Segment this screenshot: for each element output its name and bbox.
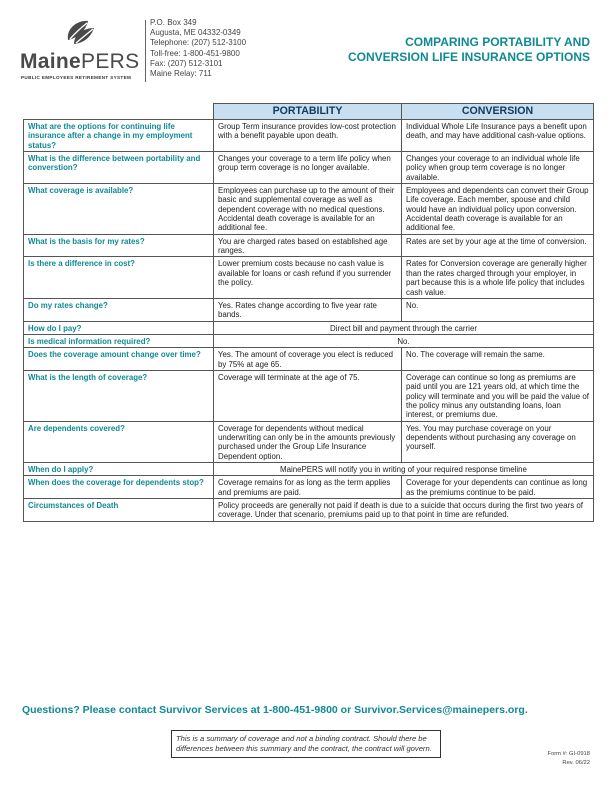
conversion-cell: Coverage can continue so long as premiums are paid until you are 121 years old, at which time the policy will terminate and you will be paid the value of the policy minus any outstanding loans, loan interest, or premiums due. (402, 370, 594, 421)
shared-answer-cell: No. (214, 334, 594, 347)
conversion-cell: Yes. You may purchase coverage on your dependents without purchasing any coverage on yourself. (402, 421, 594, 462)
table-row (24, 348, 594, 371)
title-line: COMPARING PORTABILITY AND (405, 35, 590, 49)
logo-wordmark: MainePERS (20, 50, 140, 73)
table-row (24, 257, 594, 298)
portability-cell: Changes your coverage to a term life policy when group term coverage is no longer available. (214, 152, 402, 184)
question-cell: What is the difference between portability and converstion? (24, 152, 214, 184)
mainepers-logo (20, 18, 142, 84)
table-row (24, 370, 594, 421)
portability-cell: Coverage remains for as long as the term applies and premiums are paid. (214, 476, 402, 499)
table-row (24, 152, 594, 184)
table-row (24, 421, 594, 462)
table-row (24, 184, 594, 235)
page-title (348, 35, 590, 65)
table-header-row (24, 104, 594, 120)
question-cell: Does the coverage amount change over time? (24, 348, 214, 371)
conversion-cell: Individual Whole Life Insurance pays a benefit upon death, and may have additional cash-value options. (402, 120, 594, 152)
shared-answer-cell: Policy proceeds are generally not paid if death is due to a suicide that occurs during the first two years of coverage. Under that scenario, premiums paid up to that point in time are refunded. (214, 499, 594, 522)
table-row (24, 476, 594, 499)
shared-answer-cell: MainePERS will notify you in writing of your required response timeline (214, 463, 594, 476)
logo-tagline: PUBLIC EMPLOYEES RETIREMENT SYSTEM (21, 75, 132, 80)
question-cell: Are dependents covered? (24, 421, 214, 462)
question-cell: What are the options for continuing life insurance after a change in my employment status? (24, 120, 214, 152)
question-cell: How do I pay? (24, 321, 214, 334)
header-conversion: CONVERSION (402, 104, 594, 120)
comparison-table (23, 103, 594, 522)
conversion-cell: No. The coverage will remain the same. (402, 348, 594, 371)
portability-cell: Group Term insurance provides low-cost protection with a benefit payable upon death. (214, 120, 402, 152)
conversion-cell: Employees and dependents can convert their Group Life coverage. Each member, spouse and child would have an individual policy upon conversion. Accidental death coverage is available for an additional fee. (402, 184, 594, 235)
header-corner (24, 104, 214, 120)
revision-date: Rev. 06/22 (562, 760, 590, 766)
form-number-block (547, 750, 590, 768)
table-row (24, 334, 594, 347)
header-divider (145, 20, 146, 82)
question-cell: Is medical information required? (24, 334, 214, 347)
question-cell: Do my rates change? (24, 298, 214, 321)
question-cell: What coverage is available? (24, 184, 214, 235)
conversion-cell: Rates are set by your age at the time of conversion. (402, 234, 594, 257)
contact-line: Toll-free: 1-800-451-9800 (150, 48, 240, 58)
question-cell: What is the length of coverage? (24, 370, 214, 421)
page-header (0, 0, 612, 96)
table-row (24, 120, 594, 152)
conversion-cell: Rates for Conversion coverage are generally higher than the rates charged through your employer, in part because this is a whole life policy that includes cash value. (402, 257, 594, 298)
disclaimer-box: This is a summary of coverage and not a binding contract. Should there be differences between this summary and the contract, the contract will govern. (171, 730, 441, 758)
question-cell: What is the basis for my rates? (24, 234, 214, 257)
table-row (24, 463, 594, 476)
portability-cell: Yes. The amount of coverage you elect is reduced by 75% at age 65. (214, 348, 402, 371)
portability-cell: Lower premium costs because no cash value is available for loans or cash refund if you surrender the policy. (214, 257, 402, 298)
table-row (24, 298, 594, 321)
portability-cell: Employees can purchase up to the amount of their basic and supplemental coverage as well as dependent coverage with no medical questions. Accidental death coverage is available for an additional fee. (214, 184, 402, 235)
leaf-logo-icon (64, 18, 98, 48)
shared-answer-cell: Direct bill and payment through the carrier (214, 321, 594, 334)
conversion-cell: Coverage for your dependents can continue as long as the premiums continue to be paid. (402, 476, 594, 499)
portability-cell: Yes. Rates change according to five year rate bands. (214, 298, 402, 321)
portability-cell: Coverage will terminate at the age of 75. (214, 370, 402, 421)
contact-line: Fax: (207) 512-3101 (150, 58, 223, 68)
table-row (24, 234, 594, 257)
contact-block (150, 18, 246, 79)
portability-cell: You are charged rates based on established age ranges. (214, 234, 402, 257)
conversion-cell: No. (402, 298, 594, 321)
contact-line: Augusta, ME 04332-0349 (150, 28, 241, 38)
question-cell: When do I apply? (24, 463, 214, 476)
form-number: Form #: GI-0918 (547, 751, 590, 757)
question-cell: When does the coverage for dependents stop? (24, 476, 214, 499)
contact-line: Maine Relay: 711 (150, 69, 212, 79)
table-row (24, 321, 594, 334)
question-cell: Is there a difference in cost? (24, 257, 214, 298)
contact-line: P.O. Box 349 (150, 18, 197, 27)
question-cell: Circumstances of Death (24, 499, 214, 522)
table-row (24, 499, 594, 522)
table-body (24, 120, 594, 522)
contact-questions-line: Questions? Please contact Survivor Services at 1-800-451-9800 or Survivor.Services@mainepers.org. (22, 704, 528, 716)
portability-cell: Coverage for dependents without medical underwriting can only be in the amounts previously purchased under the Group Life Insurance Dependent option. (214, 421, 402, 462)
title-line: CONVERSION LIFE INSURANCE OPTIONS (347, 50, 590, 64)
conversion-cell: Changes your coverage to an individual whole life policy when group term coverage is no longer available. (402, 152, 594, 184)
contact-line: Telephone: (207) 512-3100 (150, 38, 247, 48)
header-portability: PORTABILITY (214, 104, 402, 120)
